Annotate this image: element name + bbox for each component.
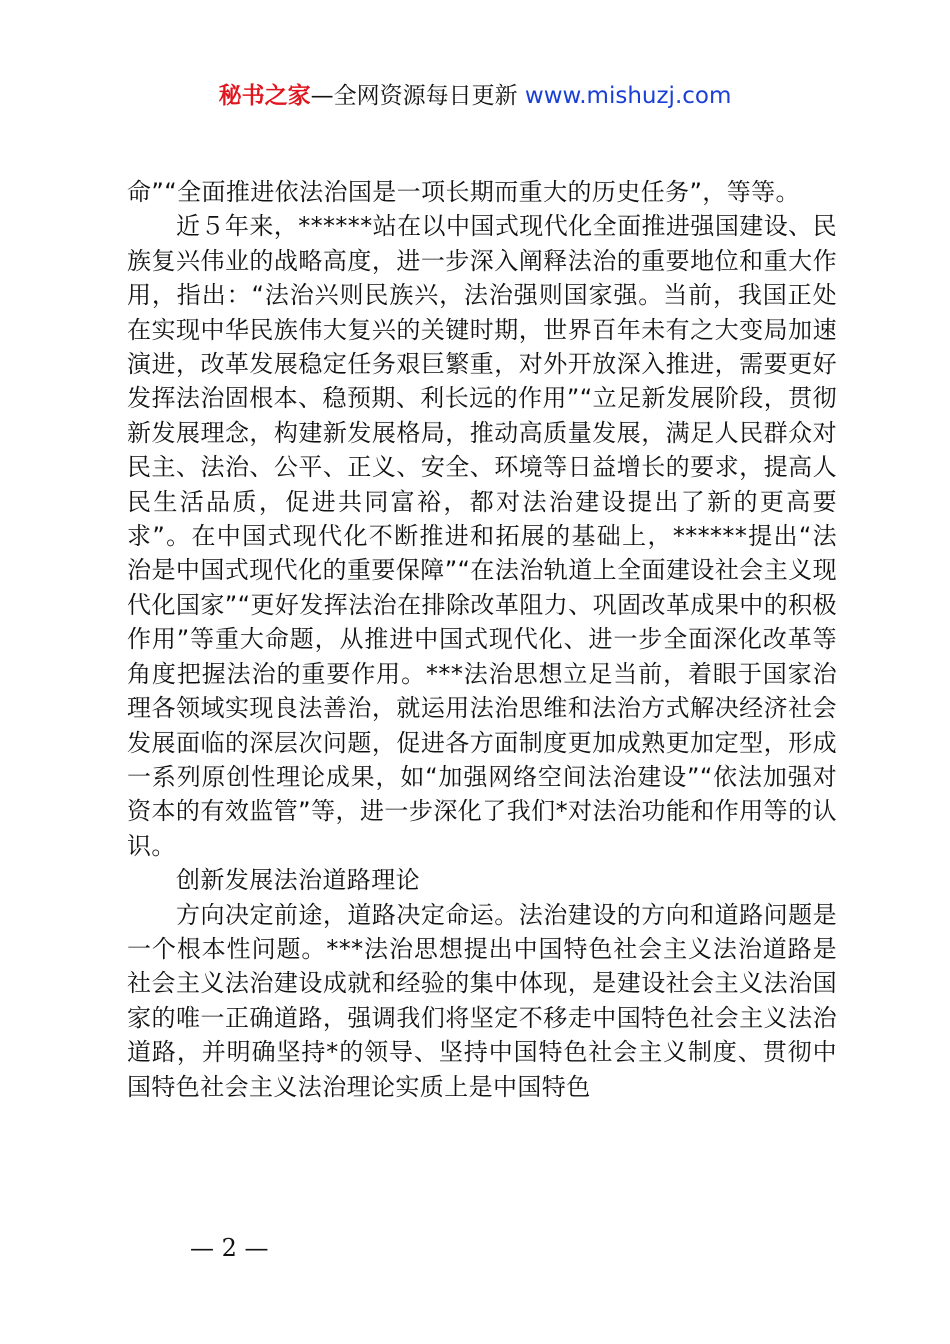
site-url-link[interactable]: www.mishuzj.com	[524, 83, 732, 109]
page-number: — 2 —	[190, 1234, 269, 1262]
site-brand: 秘书之家	[218, 83, 311, 109]
paragraph: 近５年来，******站在以中国式现代化全面推进强国建设、民族复兴伟业的战略高度，进一步深入阐释法治的重要地位和重大作用，指出：“法治兴则民族兴，法治强则国家强。当前，我国正处在实现中华民族伟大复兴的关键时期，世界百年未有之大变局加速演进，改革发展稳定任务艰巨繁重，对外开放深入推进，需要更好发挥法治固根本、稳预期、利长远的作用”“立足新发展阶段，贯彻新发展理念，构建新发展格局，推动高质量发展，满足人民群众对民主、法治、公平、正义、安全、环境等日益增长的要求，提高人民生活品质，促进共同富裕，都对法治建设提出了新的更高要求”。在中国式现代化不断推进和拓展的基础上，******提出“法治是中国式现代化的重要保障”“在法治轨道上全面建设社会主义现代化国家”“更好发挥法治在排除改革阻力、巩固改革成果中的积极作用”等重大命题，从推进中国式现代化、进一步全面深化改革等角度把握法治的重要作用。***法治思想立足当前，着眼于国家治理各领域实现良法善治，就运用法治思维和法治方式解决经济社会发展面临的深层次问题，促进各方面制度更加成熟更加定型，形成一系列原创性理论成果，如“加强网络空间法治建设”“依法加强对资本的有效监管”等，进一步深化了我们*对法治功能和作用等的认识。	[127, 212, 838, 860]
paragraph-continuation: 命”“全面推进依法治国是一项长期而重大的历史任务”，等等。	[127, 178, 800, 206]
site-slogan: —全网资源每日更新	[310, 83, 525, 109]
section-heading: 创新发展法治道路理论	[176, 866, 420, 895]
paragraph: 方向决定前途，道路决定命运。法治建设的方向和道路问题是一个根本性问题。***法治思想提出中国特色社会主义法治道路是社会主义法治建设成就和经验的集中体现，是建设社会主义法治国家的唯一正确道路，强调我们将坚定不移走中国特色社会主义法治道路，并明确坚持*的领导、坚持中国特色社会主义制度、贯彻中国特色社会主义法治理论实质上是中国特色	[127, 900, 837, 1101]
document-body	[127, 175, 837, 1104]
site-header	[0, 80, 950, 112]
